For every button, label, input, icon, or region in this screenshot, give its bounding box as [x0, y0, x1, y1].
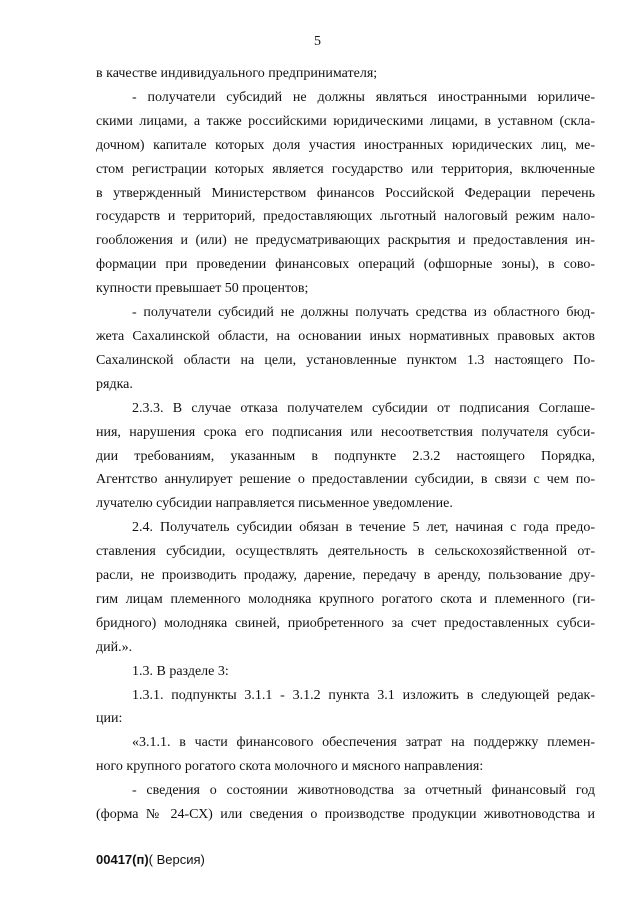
text-line: бридного) молодняка свиней, приобретенного за счет предоставленных субси- [96, 615, 595, 631]
text-line: 1.3. В разделе 3: [132, 663, 229, 679]
text-line: ния, нарушения срока его подписания или несоответствия получателя субси- [96, 424, 595, 440]
text-line: жета Сахалинской области, на основании иных нормативных правовых актов [96, 328, 595, 344]
text-line: дии требованиям, указанным в подпункте 2.3.2 настоящего Порядка, [96, 448, 595, 464]
document-version: ( Версия) [148, 852, 205, 867]
text-line: государств и территорий, предоставляющих льготный налоговый режим нало- [96, 209, 595, 225]
text-line: ции: [96, 711, 123, 727]
body-paragraphs [96, 62, 595, 827]
document-code: 00417(п) [96, 852, 149, 867]
text-line: купности превышает 50 процентов; [96, 281, 309, 297]
text-line: дий.». [96, 639, 133, 655]
text-line: 1.3.1. подпункты 3.1.1 - 3.1.2 пункта 3.1 изложить в следующей редак- [132, 687, 595, 703]
text-line: стом регистрации которых является государство или территория, включенные [96, 161, 595, 177]
document-body [96, 62, 595, 827]
text-line: гим лицам племенного молодняка крупного рогатого скота и племенного (ги- [96, 591, 595, 607]
text-line: 2.3.3. В случае отказа получателем субсидии от подписания Соглаше- [132, 400, 595, 416]
text-line: 2.4. Получатель субсидии обязан в течение 5 лет, начиная с года предо- [132, 520, 595, 536]
text-line: формации при проведении финансовых операций (офшорные зоны), в сово- [96, 257, 595, 273]
text-line: рядка. [96, 376, 133, 392]
text-line: гообложения и (или) не предусматривающих раскрытия и предоставления ин- [96, 233, 595, 249]
text-line: Агентство аннулирует решение о предоставлении субсидии, в связи с чем по- [96, 472, 595, 488]
text-line: скими лицами, а также российскими юридическими лицами, в уставном (скла- [96, 113, 595, 129]
text-line: - получатели субсидий не должны являться иностранными юриличе- [132, 89, 595, 105]
text-line: расли, не производить продажу, дарение, передачу в аренду, пользование дру- [96, 568, 595, 584]
text-line: в качестве индивидуального предпринимателя; [96, 66, 378, 81]
text-line: (форма № 24-СХ) или сведения о производстве продукции животноводства и [96, 807, 595, 823]
text-line: дочном) капитале которых доля участия иностранных юридических лиц, ме- [96, 137, 595, 153]
text-line: - сведения о состоянии животноводства за отчетный финансовый год [132, 783, 595, 799]
text-line: - получатели субсидий не должны получать средства из областного бюд- [132, 305, 595, 321]
page-number: 5 [314, 34, 321, 49]
document-footer [96, 852, 205, 868]
text-line: в утвержденный Министерством финансов Российской Федерации перечень [96, 185, 595, 201]
text-line: Сахалинской области на цели, установленные пунктом 1.3 настоящего По- [96, 352, 595, 368]
text-line: ного крупного рогатого скота молочного и мясного направления: [96, 759, 484, 775]
text-line: «3.1.1. в части финансового обеспечения затрат на поддержку племен- [132, 735, 595, 751]
text-line: лучателю субсидии направляется письменное уведомление. [96, 496, 453, 512]
text-line: ставления субсидии, осуществлять деятельность в сельскохозяйственной от- [96, 544, 595, 560]
